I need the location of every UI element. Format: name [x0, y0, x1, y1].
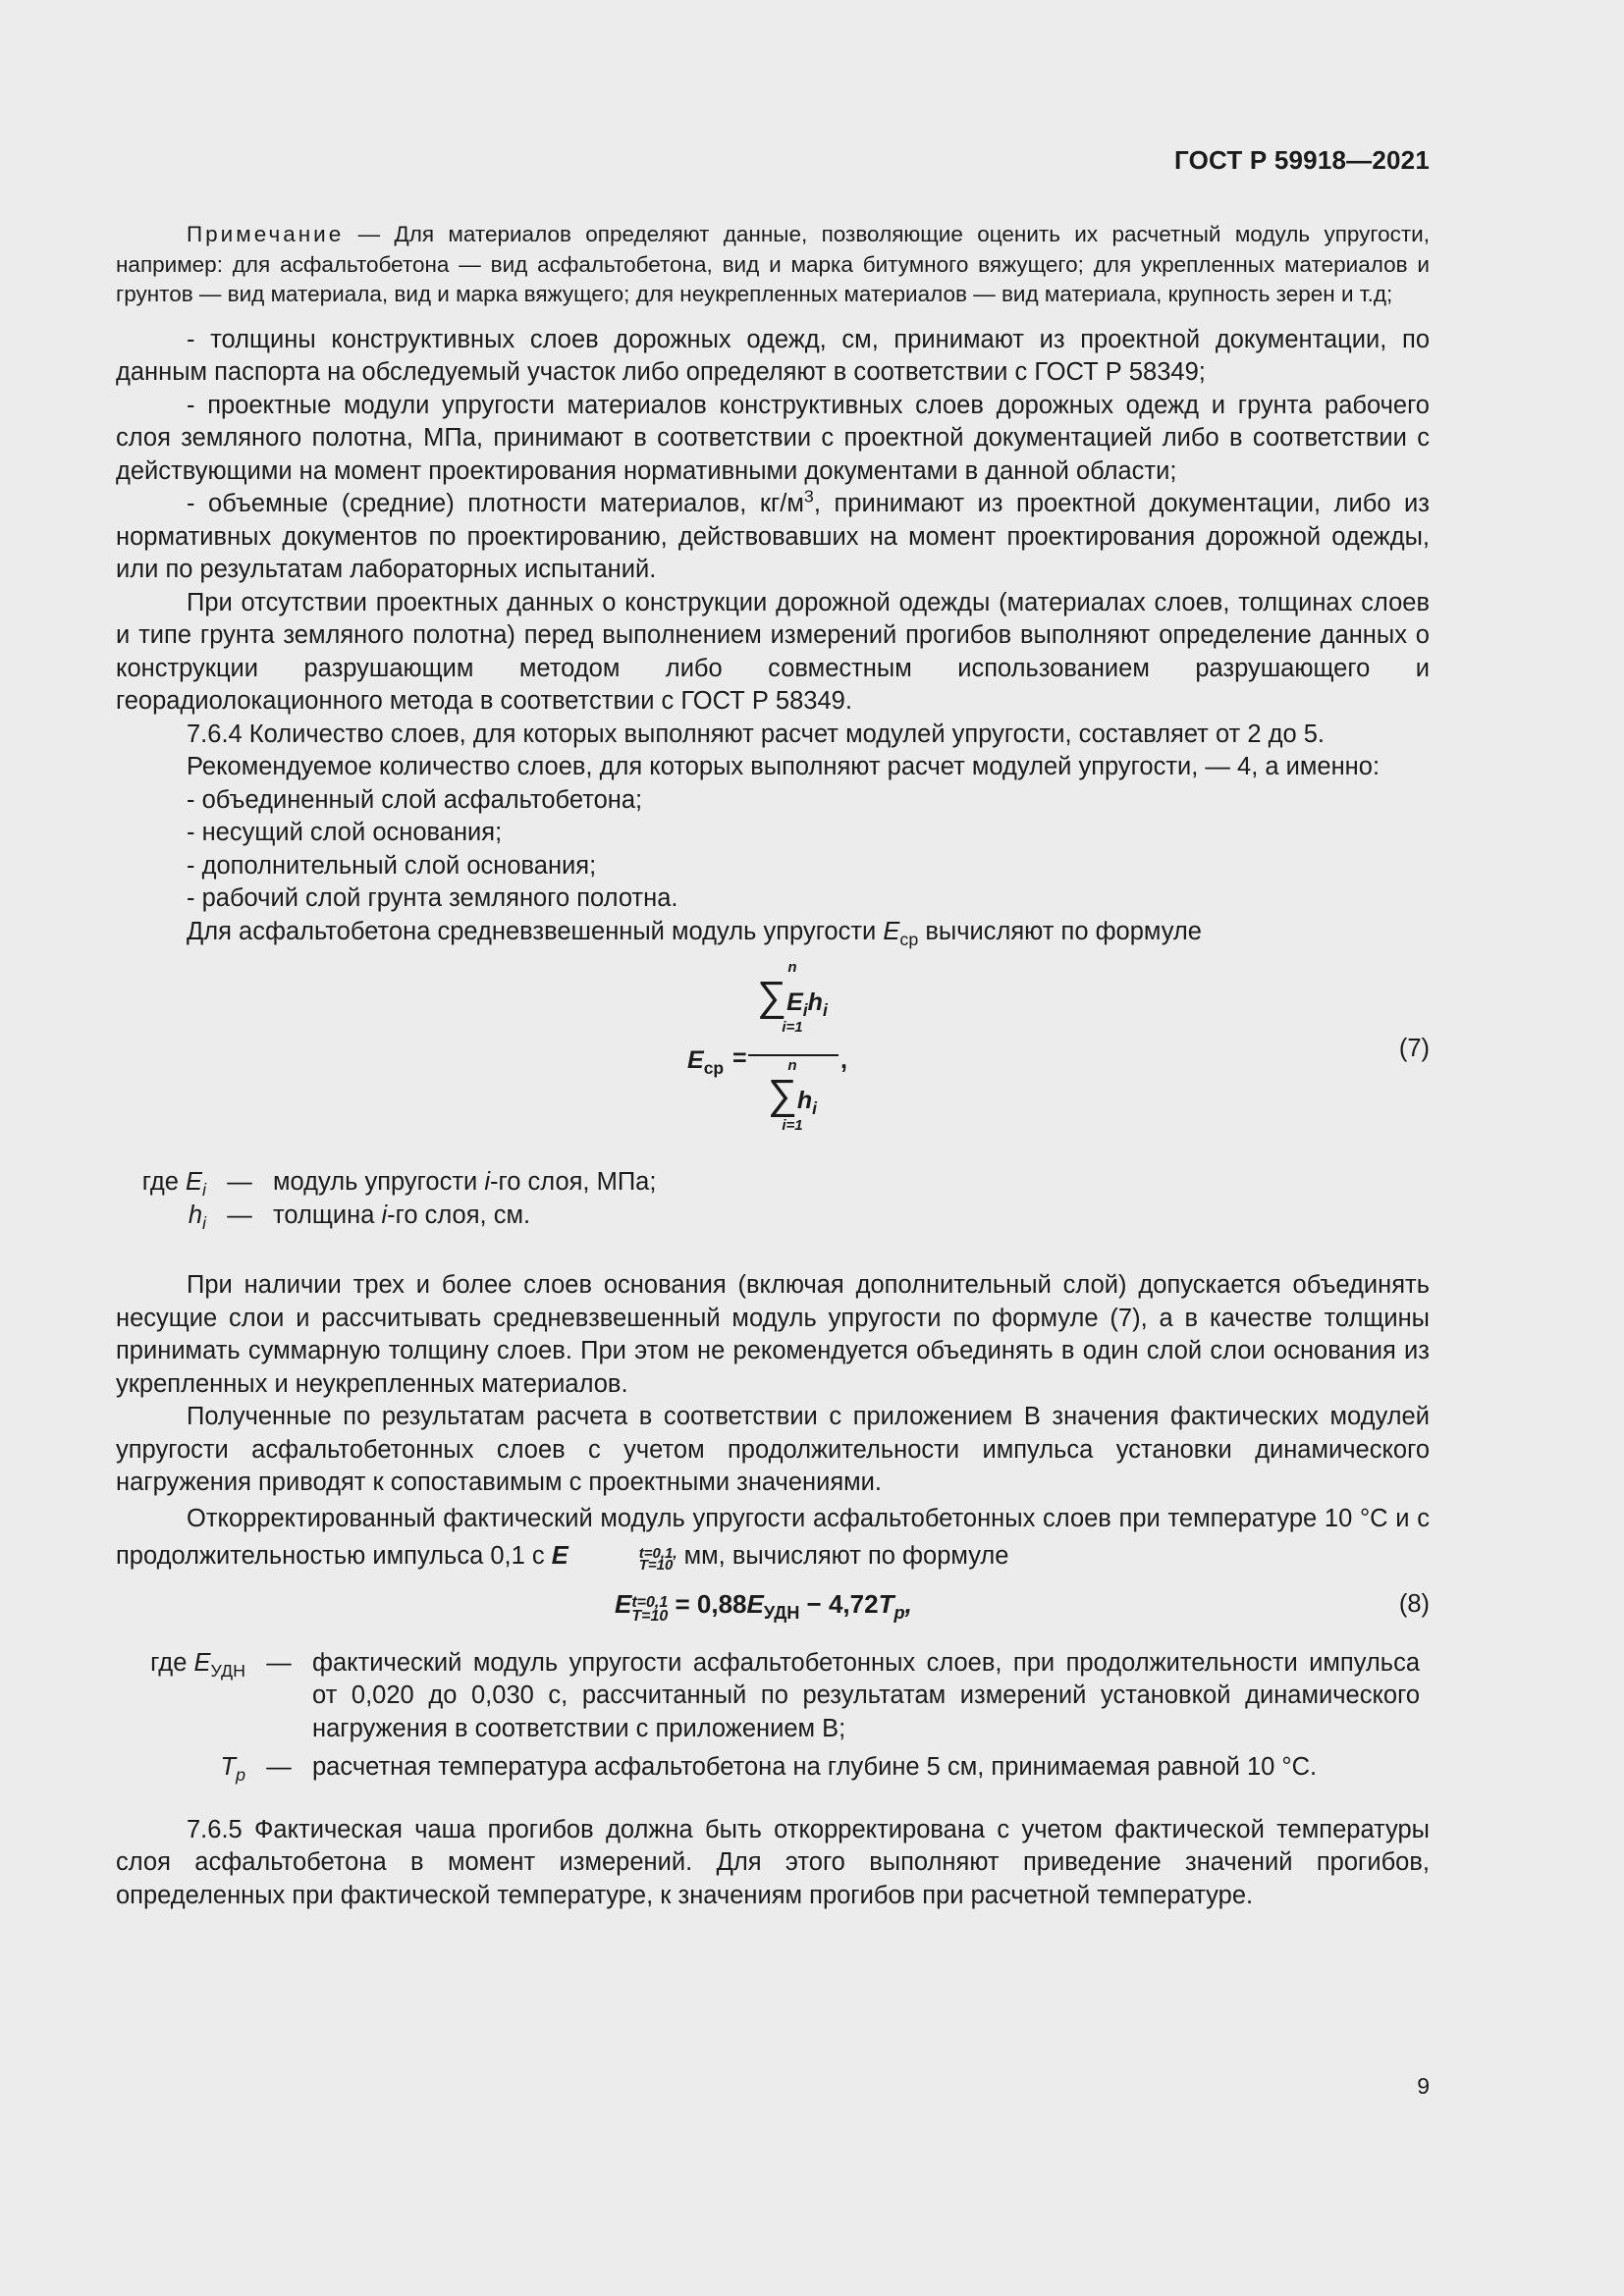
para-design-moduli: - проектные модули упругости материалов конструктивных слоев дорожных одежд и грунта рабочего слоя земляного полотна, МПа, принимают в соответствии с проектной документацией либо в соответствии с действующими на момент проектирования нормативными документами в данной области;	[116, 391, 1430, 485]
where-7-row: $h_i$ — толщина i-го слоя, см.	[188, 1201, 531, 1233]
note-text: — Для материалов определяют данные, позволяющие оценить их расчетный модуль упругости, например: для асфальтобетона — вид асфальтобетона, вид и марка битумного вяжущего; для укрепленных материалов и грунтов — вид материала, вид и марка вяжущего; для неукрепленных материалов — вид материала, крупность зерен и т.д;	[116, 222, 1430, 306]
para-density	[116, 488, 1430, 587]
formula-7-numerator: n $\sum E_ih_i$ i=1	[757, 959, 828, 1036]
para-recommended: Рекомендуемое количество слоев, для которых выполняют расчет модулей упругости, — 4, а именно:	[187, 753, 1380, 780]
para-7-6-5: 7.6.5 Фактическая чаша прогибов должна быть откорректирована с учетом фактической температуры слоя асфальтобетона в момент измерений. Для этого выполняют приведение значений прогибов, определенных при фактической температуре, к значениям прогибов при расчетной температуре.	[116, 1815, 1430, 1909]
formula-7-comma: ,	[840, 1046, 847, 1074]
formula-8-expr: E t=0,1 T=10 = $0,88E_{УДН} - 4,72T_p$,	[615, 1588, 912, 1625]
formula-7	[116, 952, 1430, 1158]
para-results: Полученные по результатам расчета в соответствии с приложением В значения фактических модулей упругости асфальтобетонных слоев с учетом продолжительности импульса установки динамического нагружения приводят к сопоставимым с проектными значениями.	[116, 1403, 1430, 1496]
list-item: - несущий слой основания;	[187, 819, 503, 846]
formula-7-lhs: $E_{ср}$	[687, 1046, 725, 1078]
list-item: - объединенный слой асфальтобетона;	[187, 785, 643, 814]
where-7-row: где $E_i$ — модуль упругости i-го слоя, МПа;	[141, 1168, 657, 1201]
formula-7-denominator: n $\sum h_i$ i=1	[767, 1057, 818, 1134]
note-label: Примечание	[187, 222, 345, 246]
where-8	[116, 1647, 1430, 1785]
layer-list	[116, 784, 1430, 916]
formula-8	[116, 1588, 1430, 1639]
para-density-b: , принимают из проектной документации, либо из нормативных документов по проектированию, действовавших на момент проектирования дорожной одежды, или по результатам лабораторных испытаний.	[116, 490, 1430, 583]
note	[116, 220, 1430, 310]
intro-text: Для асфальтобетона средневзвешенный модуль упругости	[187, 917, 884, 945]
para-thickness: - толщины конструктивных слоев дорожных одежд, см, принимают из проектной документации, по данным паспорта на обследуемый участок либо определяют в соответствии с ГОСТ Р 58349;	[116, 325, 1430, 386]
para-no-design-data: При отсутствии проектных данных о конструкции дорожной одежды (материалах слоев, толщинах слоев и типе грунта земляного полотна) перед выполнением измерений прогибов выполняют определение данных о конструкции разрушающим методом либо совместным использованием разрушающего и георадиолокационного метода в соответствии с ГОСТ Р 58349.	[116, 588, 1430, 715]
formula-7-number: (7)	[1398, 1035, 1430, 1062]
where-7	[116, 1166, 1430, 1232]
document-header: ГОСТ Р 59918—2021	[1174, 145, 1430, 175]
list-item: - дополнительный слой основания;	[187, 851, 597, 880]
where-8-row: где $E_{УДН}$ — фактический модуль упругости асфальтобетонных слоев, при продолжительности импульса от 0,020 до 0,030 с, рассчитанный по результатам измерений установкой динамического нагружения в соответствии с приложением В;	[150, 1648, 1420, 1742]
intro-symbol: E	[883, 917, 900, 945]
para-formula8-intro: Откорректированный фактический модуль упругости асфальтобетонных слоев при температуре 10 °С и с продолжительностью импульса 0,1 с E t=0,1, T=10 мм, вычисляют по формуле	[116, 1504, 1430, 1574]
list-item: - рабочий слой грунта земляного полотна.	[187, 884, 678, 912]
where-8-row: $T_p$ — расчетная температура асфальтобетона на глубине 5 см, принимаемая равной 10 °С.	[220, 1753, 1318, 1786]
formula-7-eq: =	[732, 1044, 747, 1072]
page-number: 9	[1417, 2073, 1430, 2099]
intro-tail: вычисляют по формуле	[918, 917, 1202, 945]
intro-sub: ср	[899, 929, 919, 949]
cubic-sup: 3	[803, 486, 814, 507]
para-7-6-4: 7.6.4 Количество слоев, для которых выполняют расчет модулей упругости, составляет от 2 до 5.	[187, 720, 1326, 748]
para-formula7-intro	[116, 916, 1430, 949]
page-body	[116, 220, 1430, 1912]
fraction-bar	[748, 1054, 839, 1056]
formula-8-number: (8)	[1398, 1589, 1430, 1618]
para-combine-layers: При наличии трех и более слоев основания (включая дополнительный слой) допускается объединять несущие слои и рассчитывать средневзвешенный модуль упругости по формуле (7), а в качестве толщины принимать суммарную толщину слоев. При этом не рекомендуется объединять в один слой слои основания из укрепленных и неукрепленных материалов.	[116, 1271, 1430, 1398]
para-density-a: - объемные (средние) плотности материалов, кг/м	[187, 490, 804, 517]
